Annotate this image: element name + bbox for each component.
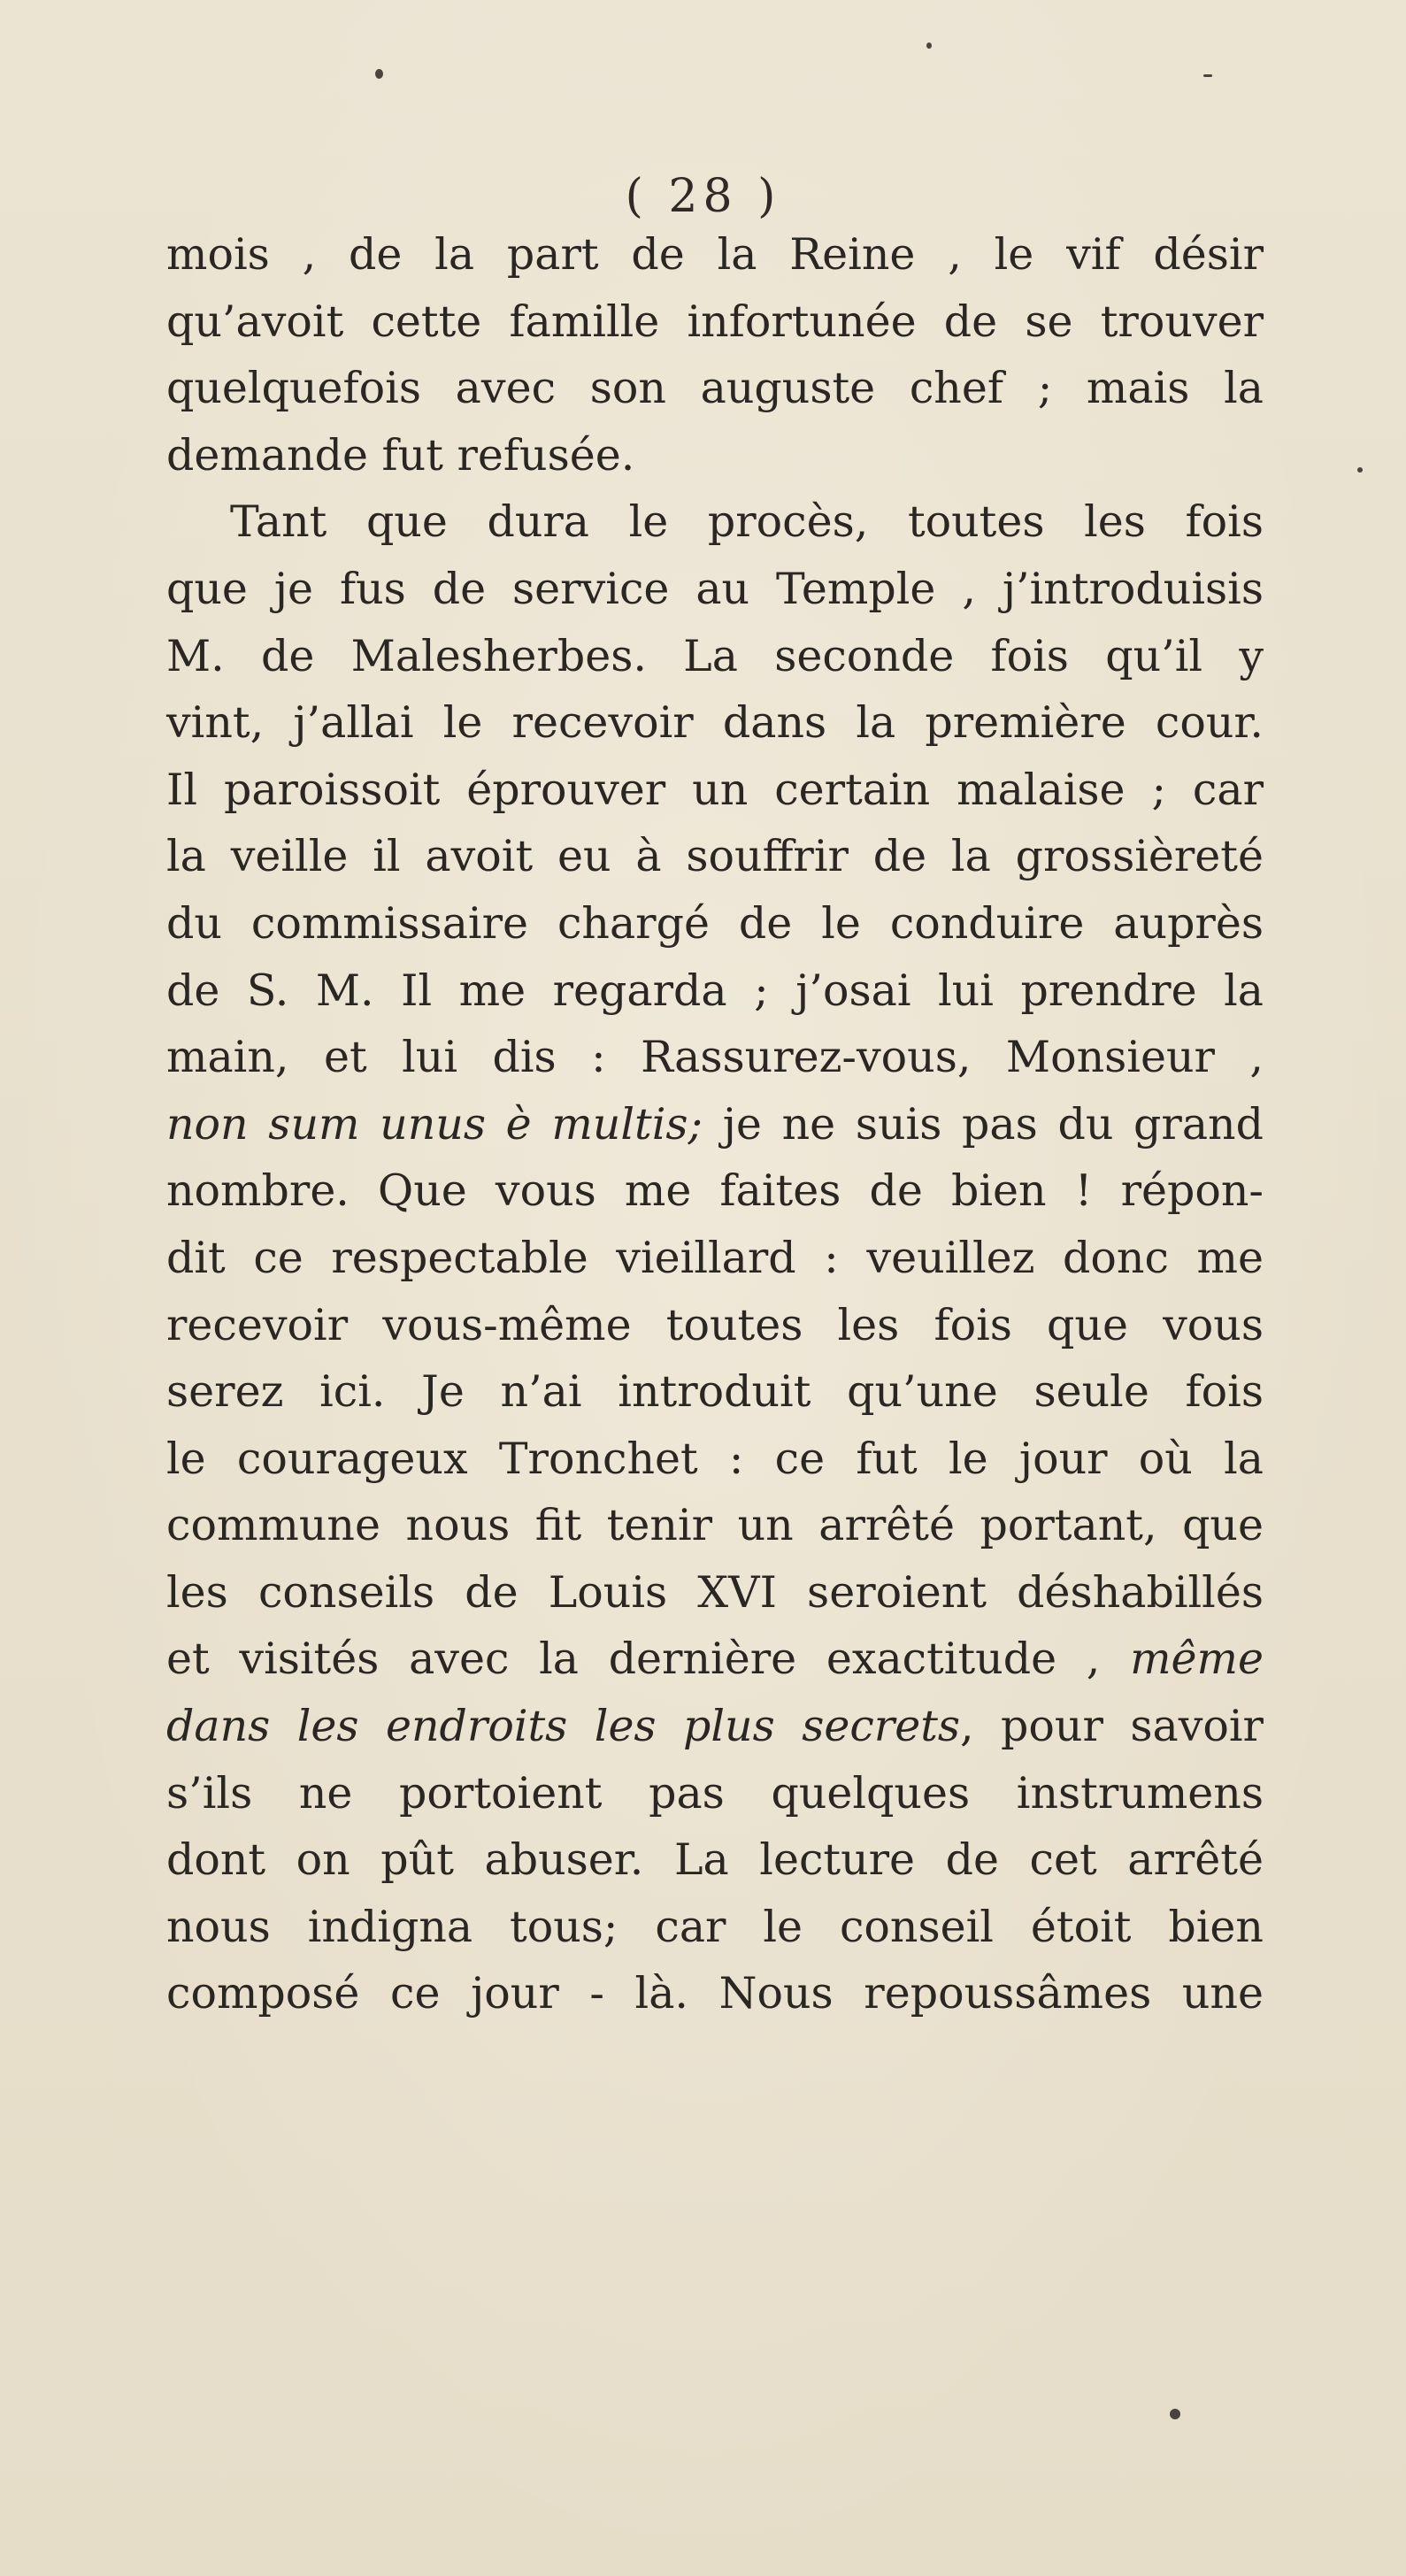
text-line: mois , de la part de la Reine , le vif désir xyxy=(166,229,1264,280)
text-line: les conseils de Louis XVI seroient déshabillés xyxy=(166,1566,1264,1618)
text-line: qu’avoit cette famille infortunée de se trouver xyxy=(166,296,1264,347)
text-line: non sum unus è multis; je ne suis pas du grand xyxy=(166,1098,1264,1150)
ink-speck xyxy=(1203,74,1212,77)
text-line: vint, j’allai le recevoir dans la première cour. xyxy=(166,697,1264,749)
text-line: et visités avec la dernière exactitude , même xyxy=(166,1634,1264,1685)
text-line: Tant que dura le procès, toutes les fois xyxy=(230,496,1264,548)
text-line: du commissaire chargé de le conduire auprès xyxy=(166,897,1264,949)
text-line: le courageux Tronchet : ce fut le jour où la xyxy=(166,1433,1264,1484)
text-line: dit ce respectable vieillard : veuillez donc me xyxy=(166,1232,1264,1283)
ink-speck xyxy=(375,69,383,79)
text-line: nous indigna tous; car le conseil étoit bien xyxy=(166,1901,1264,1952)
text-line: serez ici. Je n’ai introduit qu’une seule fois xyxy=(166,1366,1264,1418)
text-line: dans les endroits les plus secrets, pour savoir xyxy=(166,1701,1264,1752)
ink-speck xyxy=(1357,467,1363,473)
text-line: que je fus de service au Temple , j’introduisis xyxy=(166,563,1264,614)
ink-speck xyxy=(1170,2409,1180,2419)
text-line: main, et lui dis : Rassurez-vous, Monsieur , xyxy=(166,1032,1264,1083)
text-line: de S. M. Il me regarda ; j’osai lui prendre la xyxy=(166,965,1264,1016)
text-line: Il paroissoit éprouver un certain malaise ; car xyxy=(166,764,1264,815)
body-text xyxy=(166,221,1264,2027)
text-line: dont on pût abuser. La lecture de cet arrêté xyxy=(166,1834,1264,1886)
text-line: s’ils ne portoient pas quelques instrumens xyxy=(166,1767,1264,1819)
text-line: demande fut refusée. xyxy=(166,429,635,481)
text-line: commune nous fit tenir un arrêté portant, que xyxy=(166,1500,1264,1551)
text-line: quelquefois avec son auguste chef ; mais la xyxy=(166,363,1264,414)
text-line: M. de Malesherbes. La seconde fois qu’il y xyxy=(166,630,1264,681)
ink-speck xyxy=(926,42,932,49)
text-line: recevoir vous-même toutes les fois que vous xyxy=(166,1299,1264,1350)
page-number: ( 28 ) xyxy=(625,170,781,223)
text-line: composé ce jour - là. Nous repoussâmes une xyxy=(166,1968,1264,2019)
text-line: nombre. Que vous me faites de bien ! répon- xyxy=(166,1165,1264,1217)
text-line: la veille il avoit eu à souffrir de la grossièreté xyxy=(166,831,1264,882)
